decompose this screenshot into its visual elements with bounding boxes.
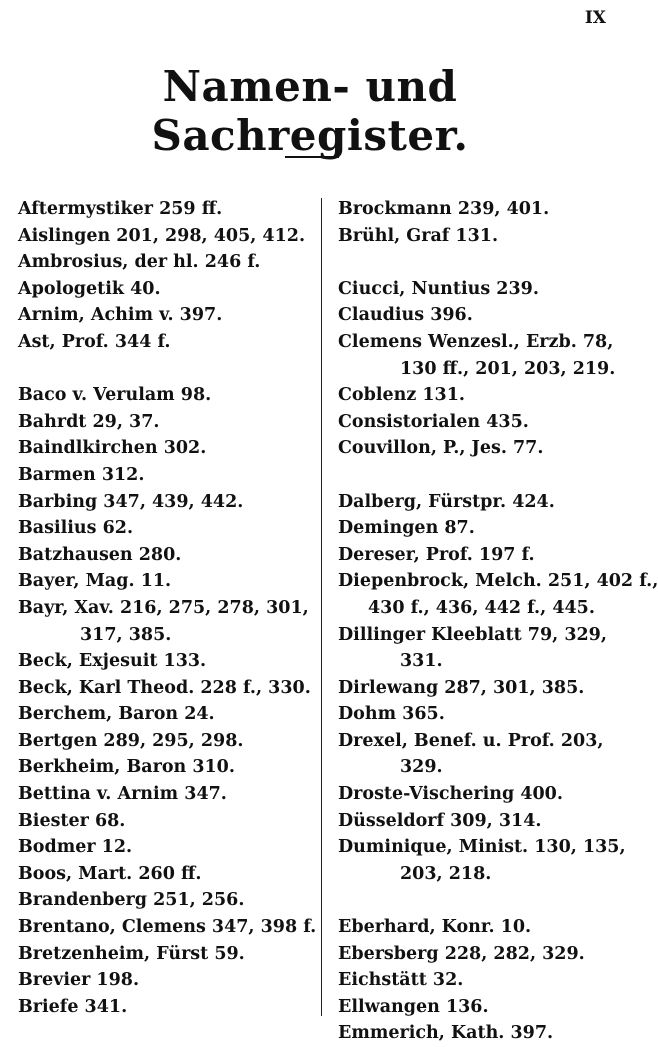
- index-entry: Dirlewang 287, 301, 385.: [338, 677, 585, 698]
- index-entry-continuation: 203, 218.: [400, 863, 492, 884]
- index-entry: Coblenz 131.: [338, 385, 465, 406]
- index-entry: Beck, Exjesuit 133.: [18, 651, 207, 672]
- page-title: Namen- und Sachregister.: [151, 62, 469, 160]
- index-entry: Bayr, Xav. 216, 275, 278, 301,: [18, 597, 309, 618]
- index-entry: Brevier 198.: [18, 970, 140, 991]
- index-entry: Demingen 87.: [338, 518, 475, 539]
- index-entry: Consistorialen 435.: [338, 411, 529, 432]
- index-entry: Briefe 341.: [18, 996, 128, 1017]
- index-entry: Ambrosius, der hl. 246 f.: [18, 252, 261, 273]
- index-entry: Eichstätt 32.: [338, 970, 464, 991]
- index-entry: Baco v. Verulam 98.: [18, 385, 212, 406]
- column-divider: [321, 198, 322, 1016]
- index-entry: Apologetik 40.: [18, 278, 161, 299]
- index-entry: Bodmer 12.: [18, 837, 133, 858]
- index-gap: [338, 462, 614, 489]
- index-entry: Ebersberg 228, 282, 329.: [338, 943, 585, 964]
- index-entry: Duminique, Minist. 130, 135,: [338, 837, 626, 858]
- index-entry: Bahrdt 29, 37.: [18, 411, 160, 432]
- index-entry: Arnim, Achim v. 397.: [18, 305, 223, 326]
- index-entry: Dalberg, Fürstpr. 424.: [338, 491, 555, 512]
- page-number: IX: [584, 8, 606, 28]
- index-gap: [18, 356, 314, 383]
- index-entry: Bayer, Mag. 11.: [18, 571, 172, 592]
- index-entry: Dohm 365.: [338, 704, 445, 725]
- index-entry: Bretzenheim, Fürst 59.: [18, 943, 245, 964]
- index-entry-continuation: 331.: [400, 651, 443, 672]
- index-gap: [338, 249, 614, 276]
- index-entry: Brockmann 239, 401.: [338, 199, 550, 219]
- index-column-left: [18, 196, 317, 1020]
- index-entry: Basilius 62.: [18, 518, 134, 539]
- index-entry: Beck, Karl Theod. 228 f., 330.: [18, 677, 311, 698]
- index-entry: Berkheim, Baron 310.: [18, 757, 235, 778]
- index-entry: Claudius 396.: [338, 305, 473, 326]
- index-entry: Eberhard, Konr. 10.: [338, 917, 532, 938]
- index-entry: Bertgen 289, 295, 298.: [18, 730, 244, 751]
- index-entry: Ast, Prof. 344 f.: [18, 331, 171, 352]
- index-entry: Diepenbrock, Melch. 251, 402 f.,: [338, 571, 658, 592]
- index-entry: Boos, Mart. 260 ff.: [18, 863, 202, 884]
- index-entry-continuation: 130 ff., 201, 203, 219.: [400, 358, 616, 379]
- index-entry: Brentano, Clemens 347, 398 f.: [18, 917, 317, 938]
- index-entry: Barmen 312.: [18, 464, 145, 485]
- index-entry: Dereser, Prof. 197 f.: [338, 544, 535, 565]
- index-entry: Brandenberg 251, 256.: [18, 890, 245, 911]
- index-entry: Aftermystiker 259 ff.: [18, 199, 223, 219]
- index-entry: Couvillon, P., Jes. 77.: [338, 438, 544, 459]
- title-rule: [285, 156, 339, 158]
- index-entry: Batzhausen 280.: [18, 544, 182, 565]
- index-entry: Clemens Wenzesl., Erzb. 78,: [338, 331, 614, 352]
- index-entry: Drexel, Benef. u. Prof. 203,: [338, 730, 604, 751]
- index-entry: Emmerich, Kath. 397.: [338, 1023, 554, 1044]
- index-entry: Bettina v. Arnim 347.: [18, 784, 227, 805]
- index-entry: Baindlkirchen 302.: [18, 438, 207, 459]
- index-entry: Brühl, Graf 131.: [338, 225, 499, 246]
- index-entry: Dillinger Kleeblatt 79, 329,: [338, 624, 607, 645]
- index-entry: Barbing 347, 439, 442.: [18, 491, 244, 512]
- index-entry-continuation: 317, 385.: [80, 624, 172, 645]
- index-entry: Ellwangen 136.: [338, 996, 489, 1017]
- index-entry-continuation: 329.: [400, 757, 443, 778]
- index-entry: Berchem, Baron 24.: [18, 704, 215, 725]
- index-column-right: [338, 196, 658, 1047]
- index-entry: Biester 68.: [18, 810, 126, 831]
- index-gap: [338, 887, 614, 914]
- index-entry: Aislingen 201, 298, 405, 412.: [18, 225, 306, 246]
- index-entry-continuation: 430 f., 436, 442 f., 445.: [368, 597, 595, 618]
- index-entry: Düsseldorf 309, 314.: [338, 810, 542, 831]
- index-entry: Ciucci, Nuntius 239.: [338, 278, 539, 299]
- index-entry: Droste-Vischering 400.: [338, 784, 563, 805]
